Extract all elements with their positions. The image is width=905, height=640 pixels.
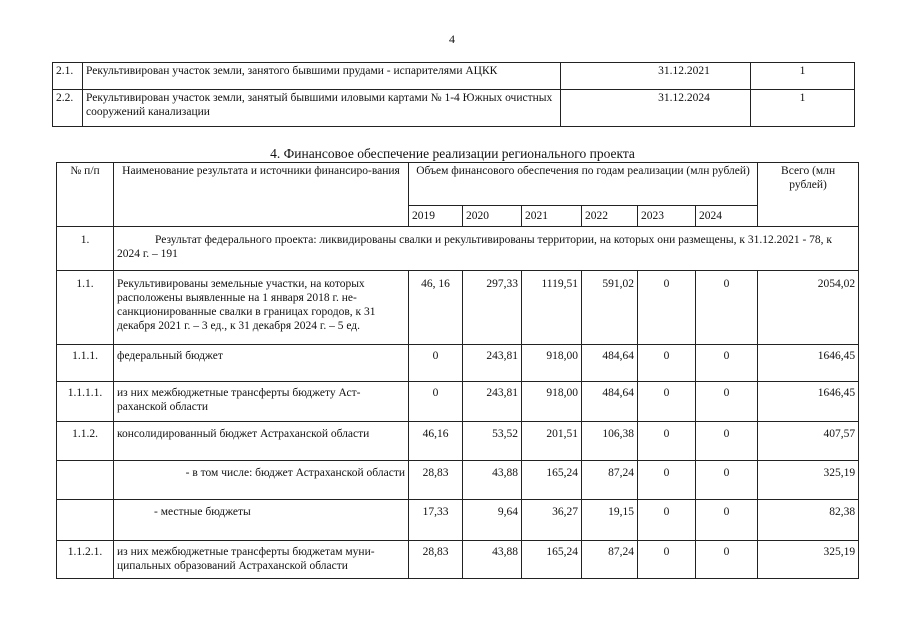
result-date: 31.12.2024	[561, 90, 751, 127]
table-row	[57, 500, 859, 541]
result-text: Рекультивирован участок земли, занятый бывшими иловыми картами № 1-4 Южных очистных сооружений канализации	[83, 90, 561, 127]
section-row	[57, 227, 859, 271]
section-num: 1.	[57, 227, 114, 271]
cell-2022: 106,38	[582, 422, 638, 461]
cell-2020: 9,64	[463, 500, 522, 541]
cell-2021: 1119,51	[522, 271, 582, 345]
result-value: 1	[751, 90, 855, 127]
cell-2021: 918,00	[522, 382, 582, 422]
section-text: Результат федерального проекта: ликвидированы свалки и рекультивированы территории, на которых они размещены, к 31.12.2021 - 78, к 2024 г. – 191	[114, 227, 859, 271]
result-value: 1	[751, 63, 855, 90]
year-header: 2023	[638, 206, 696, 227]
table-row	[53, 90, 855, 127]
row-number: 1.1.1.	[57, 345, 114, 382]
table-row	[57, 461, 859, 500]
table-row	[57, 541, 859, 579]
cell-2022: 484,64	[582, 345, 638, 382]
cell-2020: 53,52	[463, 422, 522, 461]
header-volume: Объем финансового обеспечения по годам реализации (млн рублей)	[409, 163, 758, 206]
row-name: Рекультивированы земельные участки, на которых расположены выявленные на 1 января 2018 г. не-санкционированные свалки в границах городов, к 31 декабря 2021 г. – 3 ед., к 31 декабря 2024 г. – 5 ед.	[114, 271, 409, 345]
cell-2021: 165,24	[522, 541, 582, 579]
cell-2020: 43,88	[463, 541, 522, 579]
cell-total: 1646,45	[758, 382, 859, 422]
table-row	[57, 382, 859, 422]
year-header: 2022	[582, 206, 638, 227]
cell-2022: 87,24	[582, 541, 638, 579]
row-number	[57, 500, 114, 541]
cell-2022: 484,64	[582, 382, 638, 422]
cell-2023: 0	[638, 461, 696, 500]
cell-2021: 165,24	[522, 461, 582, 500]
header-total: Всего (млн рублей)	[758, 163, 859, 227]
cell-total: 1646,45	[758, 345, 859, 382]
cell-total: 325,19	[758, 541, 859, 579]
header-row	[57, 163, 859, 206]
year-header: 2024	[696, 206, 758, 227]
cell-total: 325,19	[758, 461, 859, 500]
cell-2021: 201,51	[522, 422, 582, 461]
cell-2023: 0	[638, 541, 696, 579]
cell-2019: 0	[409, 382, 463, 422]
section-title: 4. Финансовое обеспечение реализации регионального проекта	[270, 146, 635, 161]
cell-2019: 28,83	[409, 461, 463, 500]
row-name: федеральный бюджет	[114, 345, 409, 382]
cell-2023: 0	[638, 382, 696, 422]
cell-2022: 87,24	[582, 461, 638, 500]
result-text: Рекультивирован участок земли, занятого бывшими прудами - испарителями АЦКК	[83, 63, 561, 90]
cell-2021: 36,27	[522, 500, 582, 541]
cell-2019: 17,33	[409, 500, 463, 541]
row-number: 2.2.	[53, 90, 83, 127]
cell-2020: 243,81	[463, 382, 522, 422]
page-number: 4	[449, 32, 455, 46]
year-header: 2021	[522, 206, 582, 227]
cell-total: 407,57	[758, 422, 859, 461]
cell-2024: 0	[696, 541, 758, 579]
row-name: из них межбюджетные трансферты бюджетам муни-ципальных образований Астраханской области	[114, 541, 409, 579]
year-header: 2019	[409, 206, 463, 227]
cell-2023: 0	[638, 345, 696, 382]
table-row	[57, 345, 859, 382]
cell-2024: 0	[696, 500, 758, 541]
row-number: 1.1.2.	[57, 422, 114, 461]
cell-2023: 0	[638, 422, 696, 461]
cell-2022: 19,15	[582, 500, 638, 541]
row-name: консолидированный бюджет Астраханской области	[114, 422, 409, 461]
table-row	[53, 63, 855, 90]
row-number	[57, 461, 114, 500]
header-name: Наименование результата и источники финансиро-вания	[114, 163, 409, 227]
cell-2024: 0	[696, 271, 758, 345]
row-name: - в том числе: бюджет Астраханской области	[114, 461, 409, 500]
table-row	[57, 271, 859, 345]
cell-2020: 297,33	[463, 271, 522, 345]
cell-2023: 0	[638, 500, 696, 541]
row-number: 1.1.2.1.	[57, 541, 114, 579]
cell-2024: 0	[696, 382, 758, 422]
cell-2022: 591,02	[582, 271, 638, 345]
cell-2024: 0	[696, 422, 758, 461]
cell-2024: 0	[696, 461, 758, 500]
results-table	[52, 62, 855, 127]
row-number: 1.1.	[57, 271, 114, 345]
cell-2019: 28,83	[409, 541, 463, 579]
cell-2024: 0	[696, 345, 758, 382]
row-name: из них межбюджетные трансферты бюджету Аст-раханской области	[114, 382, 409, 422]
cell-2020: 243,81	[463, 345, 522, 382]
row-name: - местные бюджеты	[114, 500, 409, 541]
cell-2021: 918,00	[522, 345, 582, 382]
row-number: 1.1.1.1.	[57, 382, 114, 422]
cell-2019: 46, 16	[409, 271, 463, 345]
year-header: 2020	[463, 206, 522, 227]
cell-2019: 0	[409, 345, 463, 382]
row-number: 2.1.	[53, 63, 83, 90]
cell-2023: 0	[638, 271, 696, 345]
finance-table	[56, 162, 859, 579]
header-num: № п/п	[57, 163, 114, 227]
cell-total: 82,38	[758, 500, 859, 541]
result-date: 31.12.2021	[561, 63, 751, 90]
cell-2019: 46,16	[409, 422, 463, 461]
table-row	[57, 422, 859, 461]
cell-2020: 43,88	[463, 461, 522, 500]
cell-total: 2054,02	[758, 271, 859, 345]
